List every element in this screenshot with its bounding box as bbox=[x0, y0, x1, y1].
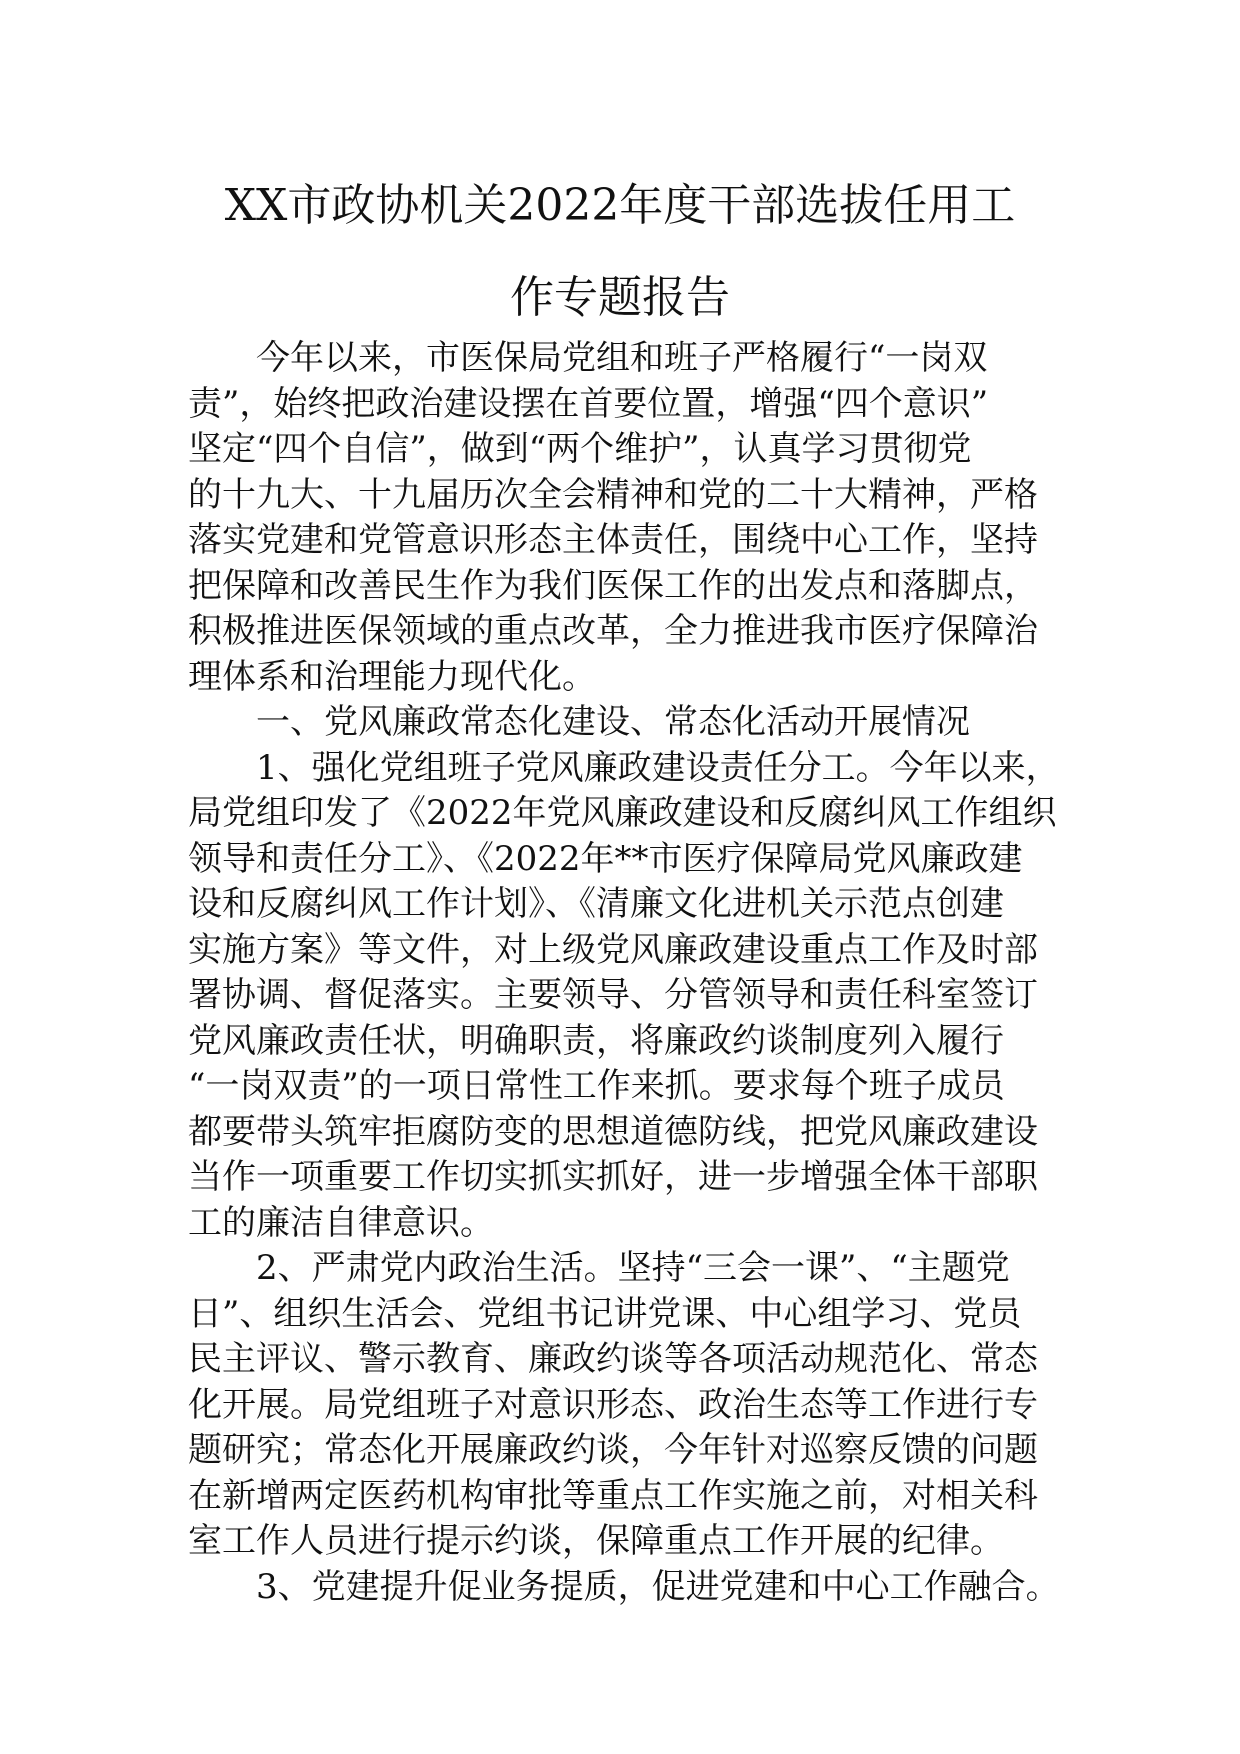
text-line: 1、强化党组班子党风廉政建设责任分工。今年以来， bbox=[256, 747, 1060, 788]
text-line: 落实党建和党管意识形态主体责任，围绕中心工作，坚持 bbox=[188, 520, 1038, 560]
text-line: 党风廉政责任状，明确职责，将廉政约谈制度列入履行 bbox=[188, 1020, 1004, 1061]
text-line: 实施方案》等文件，对上级党风廉政建设重点工作及时部 bbox=[188, 929, 1038, 970]
title-line: XX市政协机关2022年度干部选拔任用工 bbox=[224, 180, 1016, 231]
text-line: 坚定“四个自信”，做到“两个维护”，认真学习贯彻党 bbox=[188, 429, 972, 469]
text-line: 理体系和治理能力现代化。 bbox=[188, 656, 596, 697]
text-line: 题研究；常态化开展廉政约谈，今年针对巡察反馈的问题 bbox=[188, 1430, 1038, 1470]
text-line: 2、严肃党内政治生活。坚持“三会一课”、“主题党 bbox=[256, 1248, 1010, 1288]
text-line: 今年以来，市医保局党组和班子严格履行“一岗双 bbox=[256, 338, 988, 378]
paragraph-intro bbox=[188, 336, 1060, 700]
text-line: 日”、组织生活会、党组书记讲党课、中心组学习、党员 bbox=[188, 1293, 1022, 1334]
text-line: “一岗双责”的一项日常性工作来抓。要求每个班子成员 bbox=[188, 1066, 1005, 1106]
paragraph-item-2 bbox=[188, 1246, 1060, 1565]
text-line: 民主评议、警示教育、廉政约谈等各项活动规范化、常态 bbox=[188, 1339, 1038, 1379]
text-line: 责”，始终把政治建设摆在首要位置，增强“四个意识” bbox=[188, 383, 989, 424]
text-line: 领导和责任分工》、《2022年**市医疗保障局党风廉政建 bbox=[188, 838, 1023, 879]
title-line: 作专题报告 bbox=[510, 272, 730, 323]
paragraph-item-3 bbox=[188, 1565, 1060, 1611]
document-body bbox=[188, 336, 1060, 1610]
text-line: 工的廉洁自律意识。 bbox=[188, 1202, 494, 1243]
text-line: 把保障和改善民生作为我们医保工作的出发点和落脚点， bbox=[188, 565, 1038, 606]
text-line: 署协调、督促落实。主要领导、分管领导和责任科室签订 bbox=[188, 975, 1038, 1015]
section-heading-1 bbox=[188, 700, 1060, 746]
text-line: 化开展。局党组班子对意识形态、政治生态等工作进行专 bbox=[188, 1384, 1038, 1425]
document-title bbox=[160, 160, 1080, 344]
text-line: 积极推进医保领域的重点改革，全力推进我市医疗保障治 bbox=[188, 611, 1038, 651]
text-line: 3、党建提升促业务提质，促进党建和中心工作融合。 bbox=[256, 1566, 1060, 1607]
text-line: 当作一项重要工作切实抓实抓好，进一步增强全体干部职 bbox=[188, 1157, 1038, 1197]
text-line: 都要带头筑牢拒腐防变的思想道德防线，把党风廉政建设 bbox=[188, 1111, 1038, 1152]
paragraph-item-1 bbox=[188, 746, 1060, 1247]
text-line: 局党组印发了《2022年党风廉政建设和反腐纠风工作组织 bbox=[188, 793, 1057, 833]
text-line: 设和反腐纠风工作计划》、《清廉文化进机关示范点创建 bbox=[188, 884, 1004, 924]
text-line: 室工作人员进行提示约谈，保障重点工作开展的纪律。 bbox=[188, 1521, 1004, 1561]
text-line: 在新增两定医药机构审批等重点工作实施之前，对相关科 bbox=[188, 1475, 1038, 1516]
heading-line: 一、党风廉政常态化建设、常态化活动开展情况 bbox=[256, 702, 970, 742]
text-line: 的十九大、十九届历次全会精神和党的二十大精神，严格 bbox=[188, 474, 1038, 515]
